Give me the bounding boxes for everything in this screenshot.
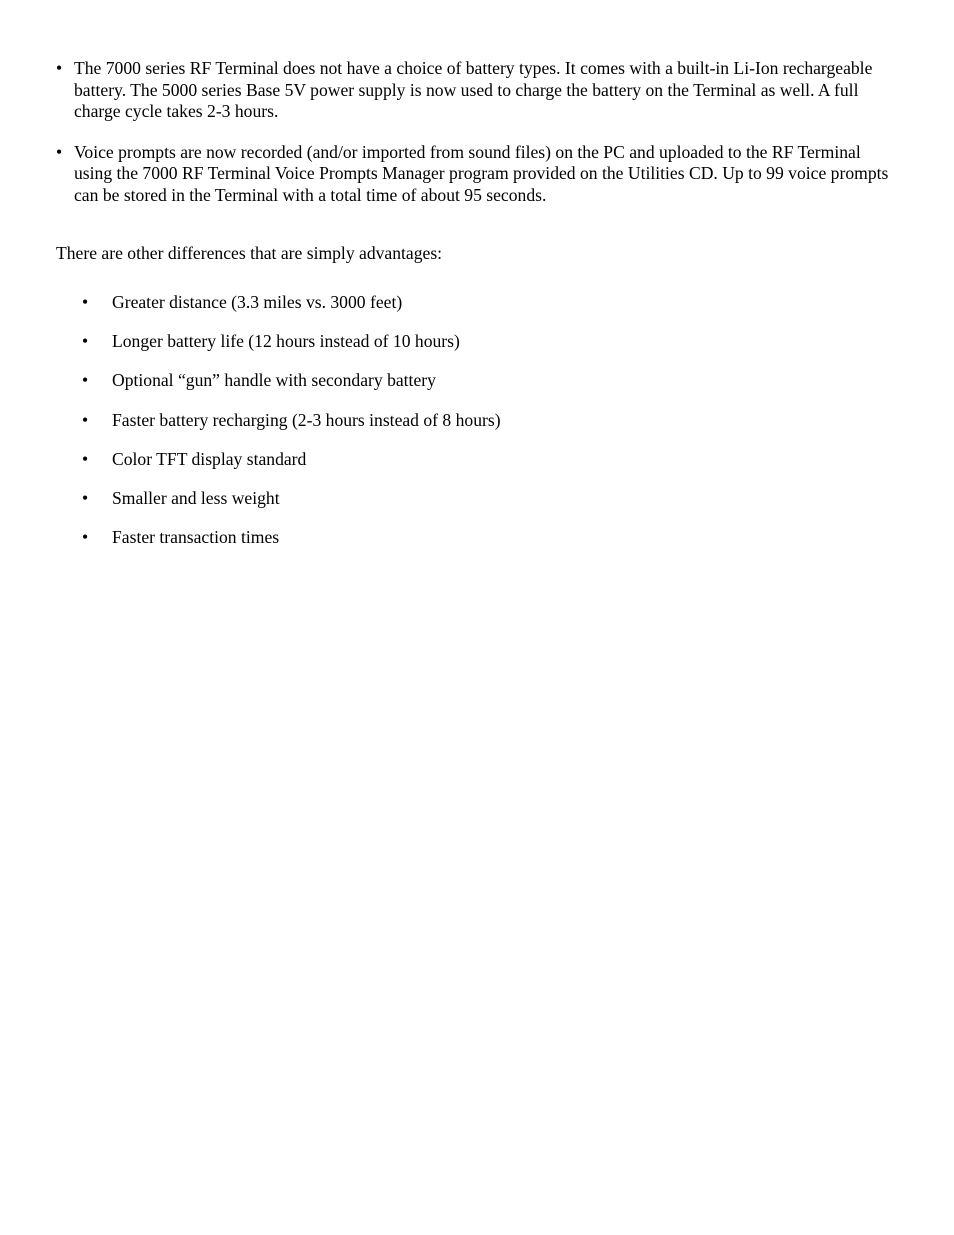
advantage-text: Optional “gun” handle with secondary battery: [112, 370, 436, 391]
list-item: [82, 331, 501, 370]
advantages-intro: There are other differences that are simply advantages:: [56, 243, 443, 263]
bullet-marker: •: [82, 370, 89, 391]
bullet-marker: •: [82, 527, 89, 548]
advantage-text: Longer battery life (12 hours instead of 10 hours): [112, 331, 460, 352]
list-item: [82, 410, 501, 449]
advantage-text: Greater distance (3.3 miles vs. 3000 feet): [112, 292, 403, 312]
list-item: [56, 58, 896, 123]
list-item: [82, 370, 501, 409]
bullet-marker: •: [82, 409, 89, 430]
advantages-list: [82, 292, 501, 566]
advantage-text: Faster transaction times: [112, 527, 280, 548]
bullet-marker: •: [56, 141, 63, 162]
list-item: [82, 488, 501, 527]
list-item: [82, 527, 501, 566]
bullet-marker: •: [56, 58, 63, 78]
list-item: [82, 292, 501, 331]
advantage-text: Faster battery recharging (2-3 hours instead of 8 hours): [112, 409, 501, 430]
bullet-marker: •: [82, 448, 89, 469]
bullet-marker: •: [82, 292, 89, 312]
voice-prompts-difference-text: Voice prompts are now recorded (and/or imported from sound files) on the PC and uploaded to the RF Terminal using the 7000 RF Terminal Voice Prompts Manager program provided on the Utilities CD. Up to 99 voice prompts can be stored in the Terminal with a total time of about 95 seconds.: [74, 141, 889, 205]
advantage-text: Smaller and less weight: [112, 487, 280, 508]
bullet-marker: •: [82, 331, 89, 352]
list-item: [56, 142, 896, 207]
advantage-text: Color TFT display standard: [112, 448, 307, 469]
differences-list: [56, 58, 896, 225]
bullet-marker: •: [82, 487, 89, 508]
battery-difference-text: The 7000 series RF Terminal does not have a choice of battery types. It comes with a built-in Li-Ion rechargeable battery. The 5000 series Base 5V power supply is now used to charge the battery on the Terminal as well. A full charge cycle takes 2-3 hours.: [74, 58, 873, 121]
list-item: [82, 449, 501, 488]
